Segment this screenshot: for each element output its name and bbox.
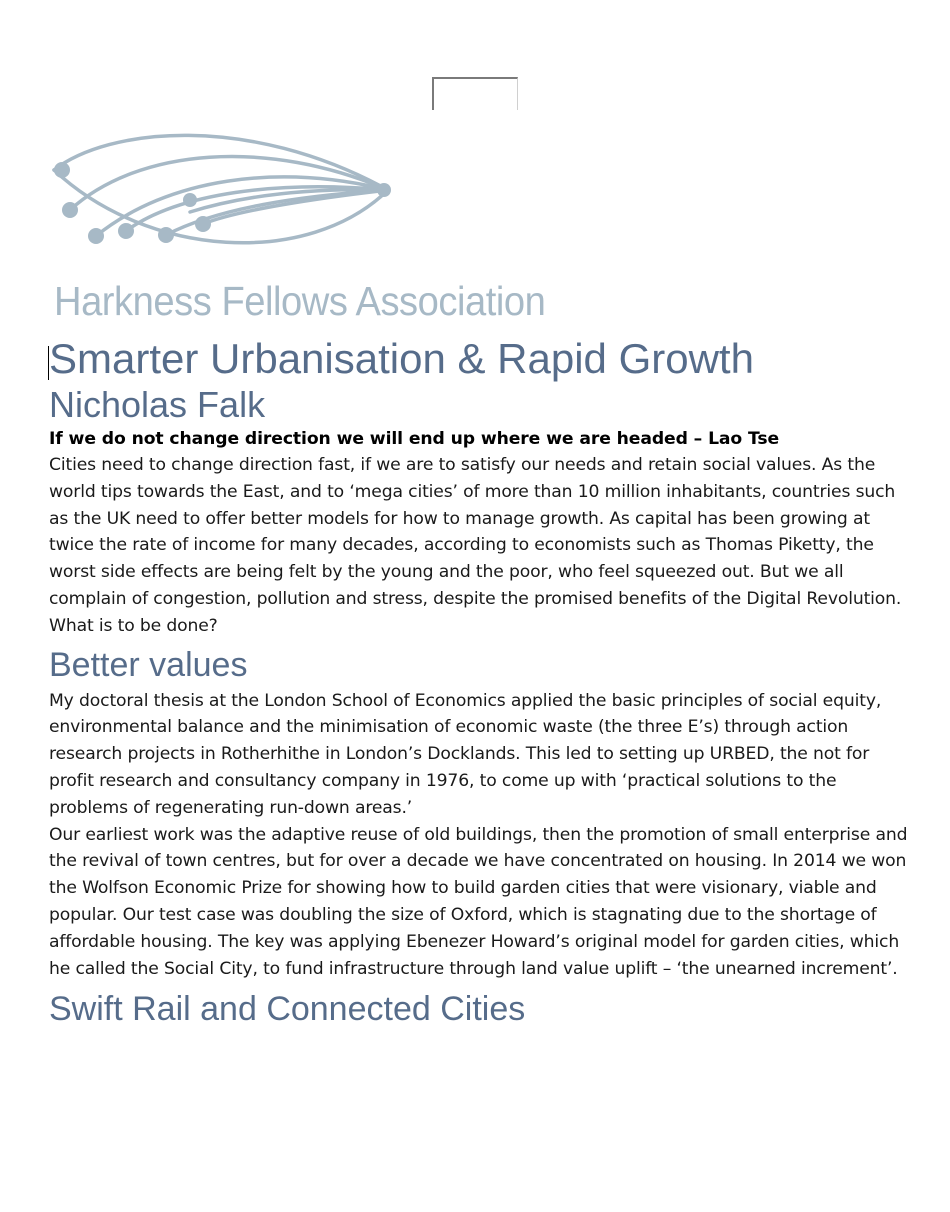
document-title: Smarter Urbanisation & Rapid Growth <box>49 335 754 382</box>
section-paragraph: My doctoral thesis at the London School of Economics applied the basic principles of social equity, environmental balance and the minimisation of economic waste (the three E’s) through action research projects in Rotherhithe in London’s Docklands. This led to setting up URBED, the not for profit research and consultancy company in 1976, to come up with ‘practical solutions to the problems of regenerating run-down areas.’ <box>49 690 882 818</box>
text-cursor <box>48 346 49 380</box>
epigraph: If we do not change direction we will end up where we are headed – Lao Tse <box>49 429 780 449</box>
text-box-field[interactable] <box>432 77 518 110</box>
intro-paragraph: Cities need to change direction fast, if we are to satisfy our needs and retain social values. As the world tips towards the East, and to ‘mega cities’ of more than 10 million inhabitants, countries such as the UK need to offer better models for how to manage growth. As capital has been growing at twice the rate of income for many decades, according to economists such as Thomas Piketty, the worst side effects are being felt by the young and the poor, who feel squeezed out. But we all complain of congestion, pollution and stress, despite the promised benefits of the Digital Revolution. What is to be done? <box>49 455 902 636</box>
section-heading-better-values: Better values <box>49 645 248 684</box>
leaf-network-icon <box>48 118 408 258</box>
author-name: Nicholas Falk <box>49 384 266 425</box>
harkness-logo <box>48 118 568 328</box>
section-paragraph: Our earliest work was the adaptive reuse of old buildings, then the promotion of small enterprise and the revival of town centres, but for over a decade we have concentrated on housing. In 2014 we won the Wolfson Economic Prize for showing how to build garden cities that were visionary, viable and popular. Our test case was doubling the size of Oxford, which is stagnating due to the shortage of affordable housing. The key was applying Ebenezer Howard’s original model for garden cities, which he called the Social City, to fund infrastructure through land value uplift – ‘the unearned increment’. <box>49 824 908 979</box>
document-body <box>49 334 909 1032</box>
organisation-name: Harkness Fellows Association <box>54 278 546 324</box>
section-heading-swift-rail: Swift Rail and Connected Cities <box>49 990 526 1029</box>
